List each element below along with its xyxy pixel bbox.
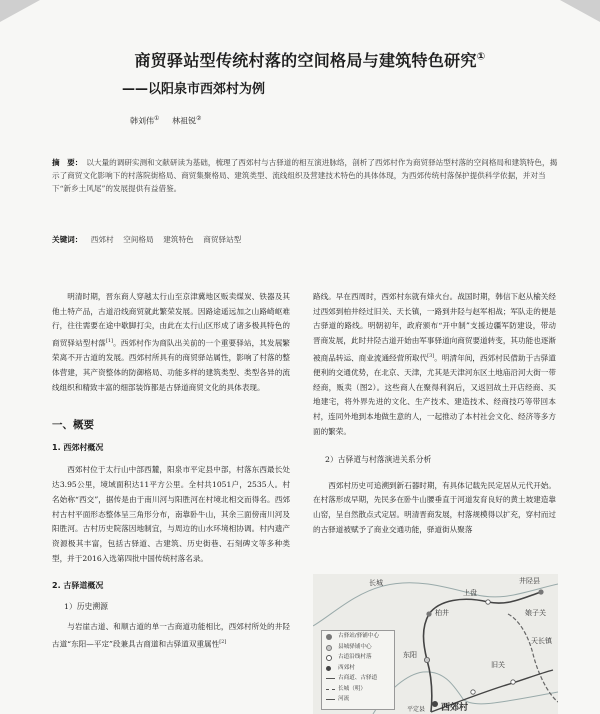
paper-title	[60, 48, 560, 71]
legend-item: 县城驿铺中心	[322, 642, 394, 653]
keyword: 建筑特色	[163, 235, 194, 244]
keyword: 空间格局	[123, 235, 154, 244]
author-list	[130, 115, 202, 127]
legend-item: 河流	[322, 694, 394, 705]
paper-title-text: 商贸驿站型传统村落的空间格局与建筑特色研究	[134, 51, 477, 70]
map-label: 娘子关	[525, 609, 546, 617]
station-dot	[424, 657, 429, 662]
abstract	[52, 156, 562, 195]
station-dot	[511, 680, 515, 684]
subsection-heading-relation: 2）古驿道与村落演进关系分析	[325, 454, 432, 464]
corner-marker-left	[0, 0, 46, 26]
map-label: 旧关	[491, 661, 505, 669]
legend-item: 古驿站/驿铺中心	[322, 631, 394, 642]
abstract-text: 以大量的调研实测和文献研读为基础，梳理了西郊村与古驿道的相互演进脉络，剖析了西郊村作为商贸驿站型村落的空间格局和建筑特色，揭示了商贸文化影响下的村落院街格局、商贸集聚格局、建筑类型、流线组织及营建技术特色的具体体现，为西郊传统村落保护提供科学依据，并对当下“新乡土风尾”的发展提供有益借鉴。	[52, 158, 558, 193]
left-column	[52, 290, 290, 652]
river-line	[313, 583, 558, 626]
citation: [3]	[427, 352, 435, 359]
station-dot	[486, 600, 490, 604]
subsection-heading-ancient-road: 2. 古驿道概况	[52, 581, 104, 591]
corner-marker-right	[554, 0, 600, 26]
relation-paragraph: 西郊村历史可追溯到新石器时期，有具体记载先民定居从元代开始。在村落形成早期，先民多在卧牛山腰垂直于河道发育良好的黄土坡建造靠山窑，呈自然散点式定居。明清晋商发展，村落规模得以扩充，穿村而过的古驿道被赋予了商业交通功能，驿道街从聚落	[313, 480, 556, 534]
keyword: 商贸驿站型	[203, 235, 242, 244]
author-name: 韩刘伟	[130, 116, 154, 126]
citation: [1]	[105, 338, 113, 345]
author-note: ②	[196, 115, 202, 122]
map-label: 上盘	[463, 589, 477, 597]
map-legend	[321, 630, 395, 710]
station-dot	[426, 611, 431, 616]
continued-paragraph: 路线。早在西周时，西郊村东就有烽火台。战国时期，韩信下赵从榆关经过西郊到柏井经过旧关、天长镇，一路到井陉与赵军相战；军队走的便是古驿道的路线。明朝初年，政府颁布“开中制”支援边疆军防建设，带动晋商发展，此时井陉古道开始由军事驿道向商贸要道转变，其功能也逐渐被商品转运、商业流通经营所取代[3]。明清年间，西郊村民借助于古驿道便利的交通优势，在北京、天津，尤其是天津河东区土地庙沿河大街一带经商，贩卖（图2）。这些商人在聚得利润后，又返回故土开店经商、买地建宅，将外界先进的文化、生产技术、建造技术、经商技巧等带回本村，连同外地到本地做生意的人，一起推动了本村社会文化、经济等多方面的繁荣。	[313, 292, 557, 436]
map-label: 天长镇	[531, 637, 552, 645]
map-label: 柏井	[435, 609, 449, 617]
right-column	[313, 290, 556, 537]
keywords	[52, 234, 562, 245]
map-label: 东阳	[403, 651, 417, 659]
legend-item: 古道沿线村落	[322, 652, 394, 663]
village-paragraph: 西郊村位于太行山中部西麓，阳泉市平定县中部，村落东西最长处达3.95公里，境域面积达11平方公里。全村共1051户，2535人。村名始称“西交”，据传是由于南川河与阳胜河在村境北相交而得名。西郊村古村平面形态整体呈三角形分布，南靠卧牛山，其余三面傍南川河及阳胜河。古村历史院落因地制宜，与周边的山水环境相协调。村内遗产资源极其丰富，包括古驿道、古建筑、历史街巷、石刻碑文等多种类型，并于2016入选第四批中国传统村落名录。	[52, 465, 290, 563]
legend-item: 长城（明）	[322, 684, 394, 695]
map-label-xijiao: 西郊村	[441, 703, 469, 713]
paper-title-note: ①	[476, 51, 486, 63]
history-paragraph: 与岩崖古道、和顺古道的单一古商道功能相比，西郊村所处的井陉古道“东阳—平定”段兼具古商道和古驿道双重属性[2]	[52, 622, 290, 649]
map-label: 井陉县	[519, 577, 540, 585]
section-heading-overview: 一、概要	[52, 419, 94, 432]
keywords-label: 关键词：	[52, 235, 83, 244]
xijiao-village-dot	[432, 701, 438, 707]
subsection-heading-history: 1）历史溯源	[64, 602, 108, 612]
author-note: ①	[154, 115, 160, 122]
author-name: 林祖锐	[172, 116, 197, 126]
route-map-figure	[313, 574, 558, 714]
paper-subtitle: ——以阳泉市西郊村为例	[122, 82, 266, 97]
map-label: 平定县	[407, 706, 426, 713]
station-dot	[471, 690, 475, 694]
intro-paragraph: 明清时期，晋东商人穿越太行山至京津冀地区贩卖煤炭、铁器及其他土特产品，古道沿线商贸就此繁荣发展。因路途遥远加之山路崎岖难行，往往需要在途中歇脚打尖，由此在太行山区形成了诸多极具特色的商贸驿站型村落[1]。西郊村作为商队出关前的一个重要驿站，其发展繁荣离不开古道的发展。西郊村所具有的商贸驿站属性，影响了村落的整体营建，其产资整体的防御格局、功能多样的建筑类型、类型各异的流线组织和精致丰富的细部装饰都是古驿道商贸文化的具体表现。	[52, 292, 291, 392]
legend-item: 古商道、古驿道	[322, 673, 394, 684]
keyword: 西郊村	[90, 235, 114, 244]
great-wall-line	[508, 614, 558, 702]
station-dot	[538, 589, 543, 594]
map-label: 长城	[369, 579, 383, 587]
citation: [2]	[219, 639, 227, 646]
abstract-label: 摘 要：	[52, 158, 83, 167]
subsection-heading-village: 1. 西郊村概况	[52, 443, 104, 453]
legend-item: 西郊村	[322, 663, 394, 674]
